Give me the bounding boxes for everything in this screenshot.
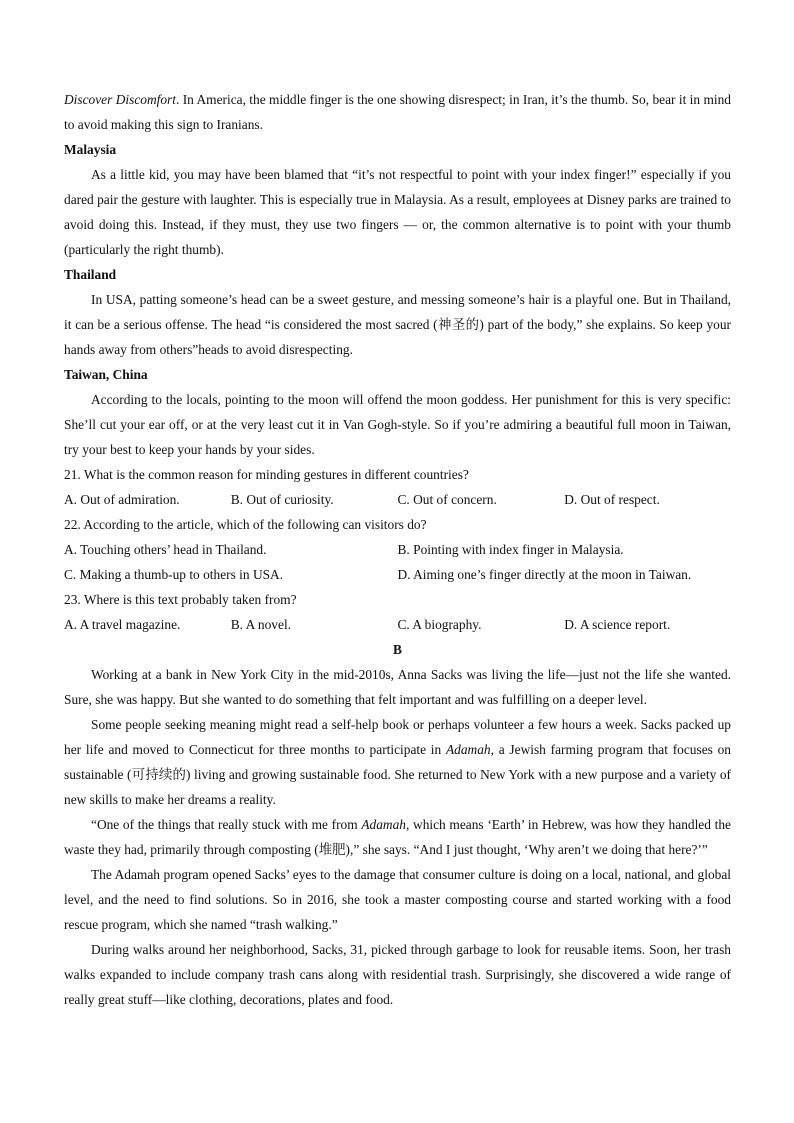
- passage-b-paragraph-4: The Adamah program opened Sacks’ eyes to the damage that consumer culture is doing on a local, national, and global level, and the need to find solutions. So in 2016, she took a master composting course and started working with a food rescue program, which she named “trash walking.”: [64, 867, 731, 932]
- thailand-heading: Thailand: [64, 267, 117, 282]
- q21-option-a: A. Out of admiration.: [64, 492, 180, 507]
- taiwan-heading: Taiwan, China: [64, 367, 148, 382]
- text-column: [64, 87, 731, 1012]
- q21-option-d: D. Out of respect.: [564, 492, 660, 507]
- q22-option-b: B. Pointing with index finger in Malaysia.: [397, 542, 624, 557]
- section-b-label: B: [393, 642, 402, 657]
- q23-option-c: C. A biography.: [397, 617, 482, 632]
- p2-text-start: Some people seeking meaning might read a self-help book or perhaps volunteer a few hours a week. Sacks packed up her life and moved to Connecticut for three months to participate in: [64, 717, 731, 757]
- passage-b-paragraph-1: Working at a bank in New York City in the mid-2010s, Anna Sacks was living the life—just not the life she wanted. Sure, she was happy. But she wanted to do something that felt important and was fulfilling on a deeper level.: [64, 667, 731, 707]
- thailand-paragraph: In USA, patting someone’s head can be a sweet gesture, and messing someone’s hair is a playful one. But in Thailand, it can be a serious offense. The head “is considered the most sacred (神圣的) part of the body,” she explains. So keep your hands away from others”heads to avoid disrespecting.: [64, 292, 731, 357]
- malaysia-paragraph: As a little kid, you may have been blamed that “it’s not respectful to point with your index finger!” especially if you dared pair the gesture with laughter. This is especially true in Malaysia. As a result, employees at Disney parks are trained to avoid doing this. Instead, if they must, they use two fingers — or, the common alternative is to point with your thumb (particularly the right thumb).: [64, 167, 731, 257]
- intro-text: . In America, the middle finger is the one showing disrespect; in Iran, it’s the thumb. So, bear it in mind to avoid making this sign to Iranians.: [64, 92, 731, 132]
- q21-option-c: C. Out of concern.: [397, 492, 497, 507]
- question-23-options: [64, 612, 731, 637]
- q23-option-d: D. A science report.: [564, 617, 671, 632]
- q21-option-b: B. Out of curiosity.: [230, 492, 334, 507]
- question-22-stem: 22. According to the article, which of the following can visitors do?: [64, 517, 427, 532]
- p3-program-name: Adamah: [361, 817, 406, 832]
- malaysia-heading: Malaysia: [64, 142, 117, 157]
- intro-book-title: Discover Discomfort: [64, 92, 176, 107]
- passage-b-paragraph-3: [64, 812, 731, 862]
- taiwan-paragraph: According to the locals, pointing to the moon will offend the moon goddess. Her punishment for this is very specific: She’ll cut your ear off, or at the very least cut it in Van Gogh-style. So if you’re admiring a beautiful full moon in Taiwan, try your best to keep your hands by your sides.: [64, 392, 731, 457]
- question-22-options-row2: [64, 562, 731, 587]
- intro-paragraph: [64, 87, 731, 137]
- p2-program-name: Adamah: [445, 742, 491, 757]
- question-21-stem: 21. What is the common reason for minding gestures in different countries?: [64, 467, 469, 482]
- question-22-options-row1: [64, 537, 731, 562]
- q22-option-d: D. Aiming one’s finger directly at the moon in Taiwan.: [397, 567, 692, 582]
- question-21-options: [64, 487, 731, 512]
- passage-b-paragraph-5: During walks around her neighborhood, Sacks, 31, picked through garbage to look for reusable items. Soon, her trash walks expanded to include company trash cans along with residential trash. Surprisingly, she discovered a wide range of really great stuff—like clothing, decorations, plates and food.: [64, 942, 731, 1007]
- q23-option-b: B. A novel.: [230, 617, 292, 632]
- p3-text-end: , which means ‘Earth’ in Hebrew, was how they handled the waste they had, primarily through composting (堆肥),” she says. “And I just thought, ‘Why aren’t we doing that here?’”: [64, 817, 731, 857]
- p2-text-end: , a Jewish farming program that focuses on sustainable (可持续的) living and growing sustainable food. She returned to New York with a new purpose and a variety of new skills to make her dreams a reality.: [64, 742, 731, 807]
- q23-option-a: A. A travel magazine.: [64, 617, 181, 632]
- q22-option-a: A. Touching others’ head in Thailand.: [64, 542, 267, 557]
- q22-option-c: C. Making a thumb-up to others in USA.: [64, 567, 284, 582]
- question-23-stem: 23. Where is this text probably taken from?: [64, 592, 297, 607]
- passage-b-paragraph-2: [64, 712, 731, 812]
- p3-text-start: “One of the things that really stuck with me from: [91, 817, 362, 832]
